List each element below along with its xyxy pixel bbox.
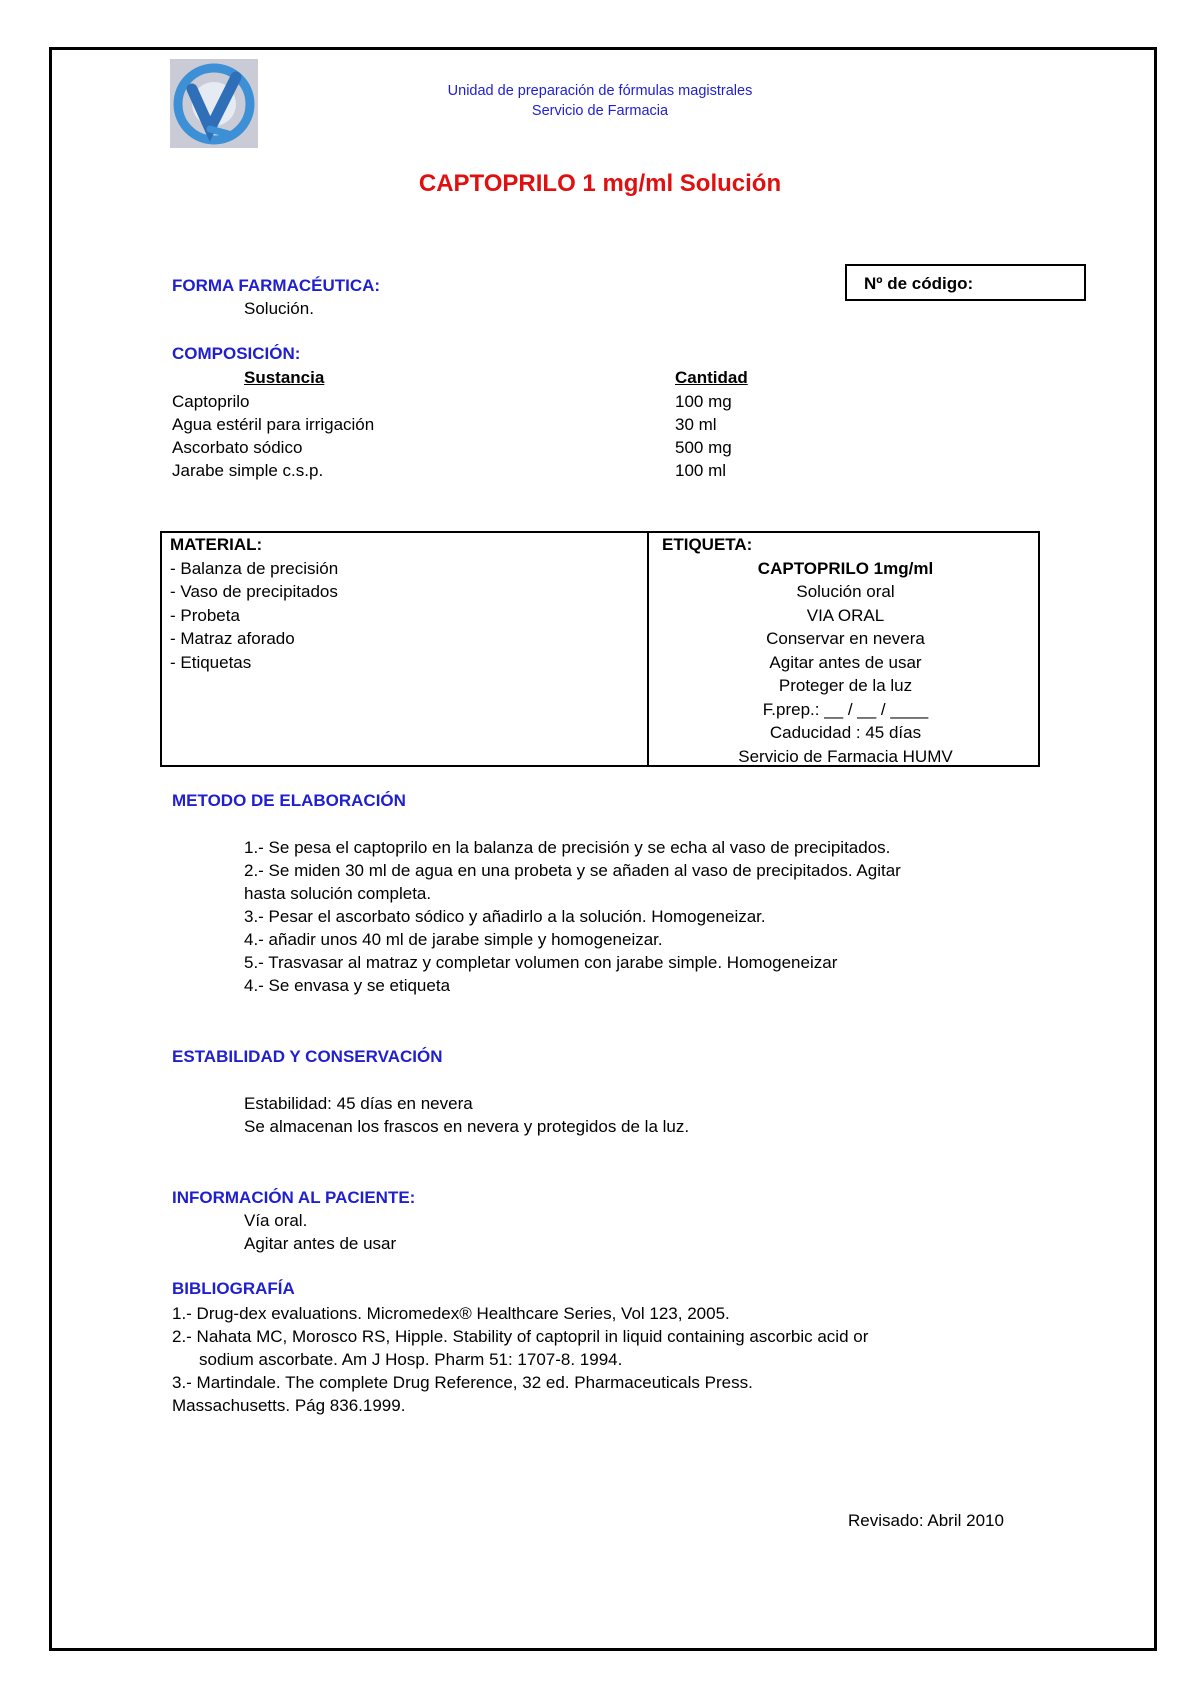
metodo-step: 4.- añadir unos 40 ml de jarabe simple y homogeneizar.	[244, 930, 663, 949]
etiqueta-line: Caducidad : 45 días	[769, 723, 922, 742]
metodo-heading: METODO DE ELABORACIÓN	[172, 791, 406, 810]
material-item: - Etiquetas	[170, 652, 252, 672]
col-cantidad-header: Cantidad	[675, 368, 748, 387]
metodo-step: 1.- Se pesa el captoprilo en la balanza de precisión y se echa al vaso de precipitados.	[244, 838, 891, 857]
header-service-name: Servicio de Farmacia	[531, 103, 669, 119]
material-item: - Probeta	[170, 605, 240, 625]
revision-date: Revisado: Abril 2010	[848, 1511, 1004, 1530]
bibliografia-entry: 3.- Martindale. The complete Drug Reference, 32 ed. Pharmaceuticals Press.	[172, 1373, 753, 1392]
bibliografia-entry: sodium ascorbate. Am J Hosp. Pharm 51: 1707-8. 1994.	[199, 1350, 623, 1369]
composicion-heading: COMPOSICIÓN:	[172, 344, 301, 363]
etiqueta-line: VIA ORAL	[806, 605, 885, 625]
etiqueta-product-name: CAPTOPRILO 1mg/ml	[757, 558, 934, 578]
sustancia-cell: Agua estéril para irrigación	[172, 415, 375, 434]
cantidad-cell: 30 ml	[675, 415, 717, 434]
etiqueta-line: Conservar en nevera	[766, 629, 925, 648]
bibliografia-entry: Massachusetts. Pág 836.1999.	[172, 1396, 406, 1415]
bibliografia-entry: 1.- Drug-dex evaluations. Micromedex® Healthcare Series, Vol 123, 2005.	[172, 1304, 730, 1323]
etiqueta-line: Solución oral	[796, 582, 895, 601]
metodo-step: 4.- Se envasa y se etiqueta	[244, 976, 451, 995]
etiqueta-line: Proteger de la luz	[778, 676, 913, 695]
informacion-line: Agitar antes de usar	[244, 1234, 397, 1253]
material-heading: MATERIAL:	[170, 535, 263, 554]
metodo-step: hasta solución completa.	[244, 884, 432, 903]
etiqueta-heading: ETIQUETA:	[662, 535, 753, 554]
material-cell	[170, 533, 338, 674]
forma-heading: FORMA FARMACÉUTICA:	[172, 276, 381, 295]
material-etiqueta-table	[160, 531, 1040, 767]
estabilidad-heading: ESTABILIDAD Y CONSERVACIÓN	[172, 1047, 443, 1066]
bibliografia-heading: BIBLIOGRAFÍA	[172, 1279, 295, 1298]
material-item: - Matraz aforado	[170, 629, 295, 648]
etiqueta-line: Servicio de Farmacia HUMV	[738, 746, 953, 766]
etiqueta-line: F.prep.: __ / __ / ____	[762, 699, 929, 719]
material-item: - Vaso de precipitados	[170, 582, 338, 601]
metodo-step: 3.- Pesar el ascorbato sódico y añadirlo a la solución. Homogeneizar.	[244, 907, 766, 926]
bibliografia-entry: 2.- Nahata MC, Morosco RS, Hipple. Stability of captopril in liquid containing ascorbic acid or	[172, 1327, 869, 1346]
sustancia-cell: Captoprilo	[172, 392, 250, 411]
material-item: - Balanza de precisión	[170, 558, 339, 578]
sustancia-cell: Ascorbato sódico	[172, 438, 303, 457]
header-unit-name: Unidad de preparación de fórmulas magistrales	[447, 83, 753, 99]
informacion-line: Vía oral.	[244, 1211, 308, 1230]
code-box: Nº de código:	[845, 264, 1086, 301]
metodo-step: 2.- Se miden 30 ml de agua en una probeta y se añaden al vaso de precipitados. Agitar	[244, 861, 901, 880]
cantidad-cell: 500 mg	[675, 438, 732, 457]
table-divider	[647, 533, 649, 765]
forma-value: Solución.	[244, 299, 314, 318]
estabilidad-line: Se almacenan los frascos en nevera y protegidos de la luz.	[244, 1117, 690, 1136]
document-title: CAPTOPRILO 1 mg/ml Solución	[418, 170, 782, 197]
etiqueta-line: Agitar antes de usar	[769, 652, 922, 672]
col-sustancia-header: Sustancia	[244, 368, 325, 387]
sustancia-cell: Jarabe simple c.s.p.	[172, 461, 324, 480]
informacion-heading: INFORMACIÓN AL PACIENTE:	[172, 1188, 416, 1207]
pharmacy-logo-icon	[170, 59, 258, 148]
cantidad-cell: 100 mg	[675, 392, 732, 411]
cantidad-cell: 100 ml	[675, 461, 727, 480]
estabilidad-line: Estabilidad: 45 días en nevera	[244, 1094, 473, 1113]
etiqueta-cell	[651, 533, 1040, 768]
metodo-step: 5.- Trasvasar al matraz y completar volumen con jarabe simple. Homogeneizar	[244, 953, 838, 972]
